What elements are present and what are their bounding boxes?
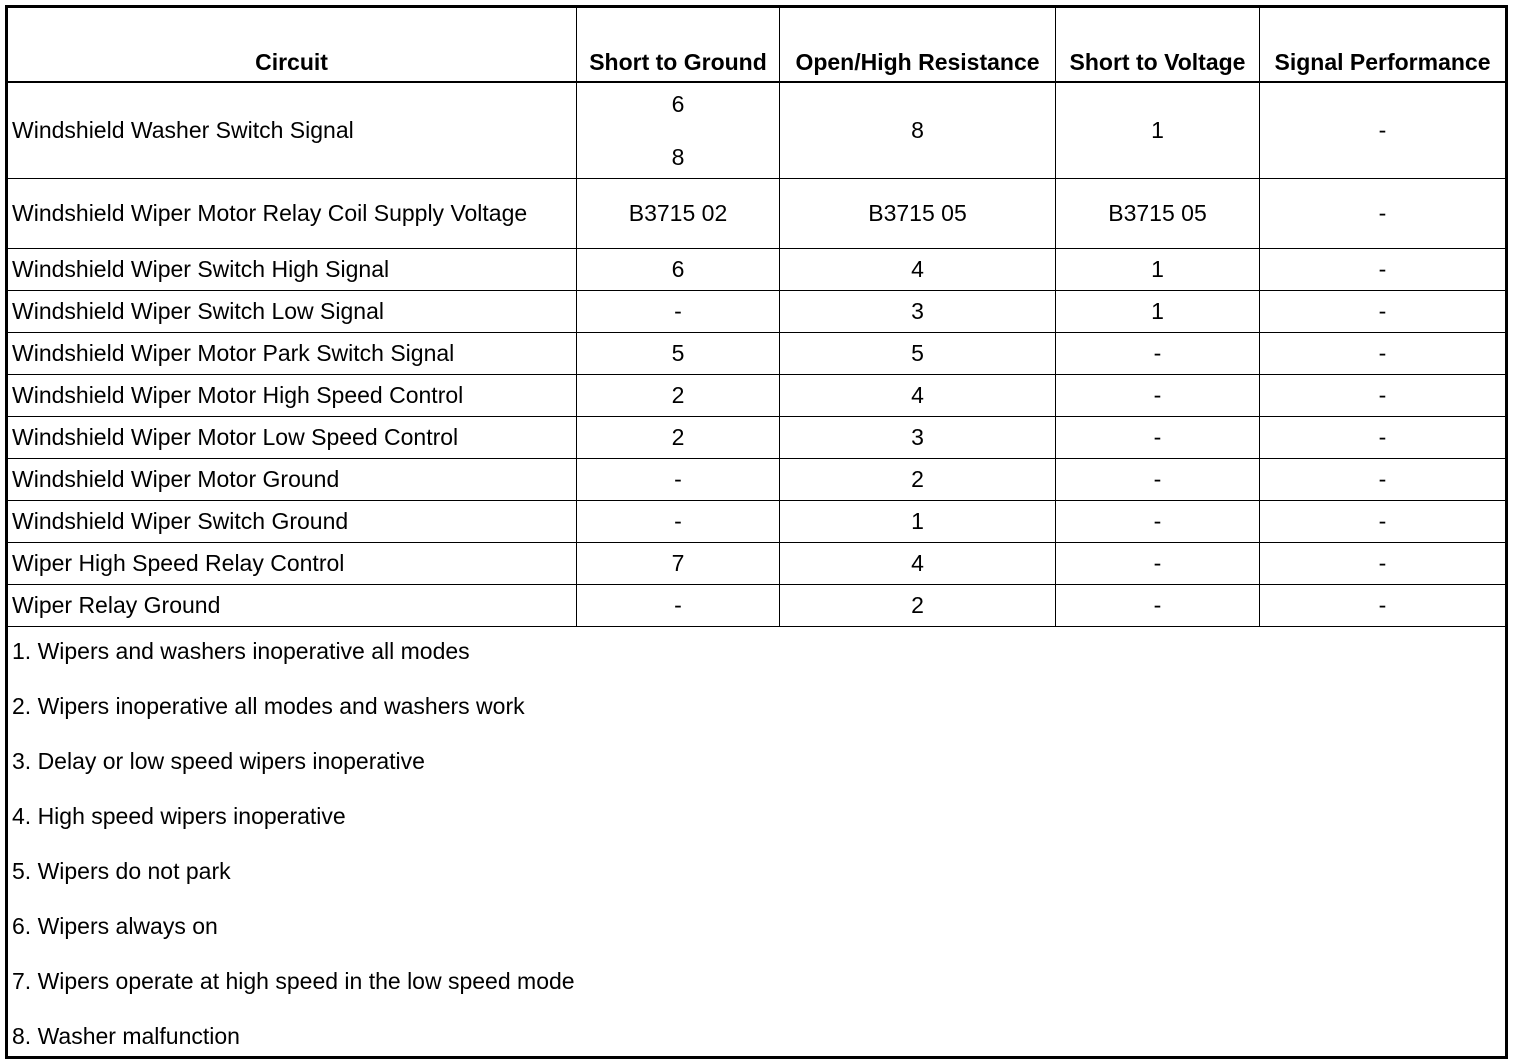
circuit-cell: Windshield Wiper Motor Relay Coil Supply Voltage: [7, 179, 577, 249]
circuit-cell: Windshield Washer Switch Signal: [7, 82, 577, 179]
signal-performance-cell: -: [1260, 249, 1506, 291]
table-row: [7, 543, 1506, 585]
table-row: [7, 417, 1506, 459]
circuit-cell: Windshield Wiper Motor Park Switch Signal: [7, 333, 577, 375]
short-to-ground-value: 6: [671, 90, 685, 117]
circuit-cell: Windshield Wiper Motor Low Speed Control: [7, 417, 577, 459]
open-high-resistance-cell: 4: [780, 375, 1056, 417]
table-row: [7, 291, 1506, 333]
short-to-voltage-cell: 1: [1056, 249, 1260, 291]
footnote: 4. High speed wipers inoperative: [12, 803, 346, 829]
short-to-voltage-cell: -: [1056, 417, 1260, 459]
open-high-resistance-cell: 5: [780, 333, 1056, 375]
footnote: 7. Wipers operate at high speed in the low speed mode: [12, 968, 575, 994]
table-row: [7, 179, 1506, 249]
table-row: [7, 82, 1506, 179]
short-to-voltage-cell: 1: [1056, 82, 1260, 179]
table-row: [7, 333, 1506, 375]
circuit-cell: Wiper Relay Ground: [7, 585, 577, 627]
signal-performance-cell: -: [1260, 501, 1506, 543]
short-to-ground-cell: -: [577, 291, 780, 333]
signal-performance-cell: -: [1260, 333, 1506, 375]
header-row: [7, 7, 1506, 83]
open-high-resistance-cell: 4: [780, 249, 1056, 291]
footnote: 3. Delay or low speed wipers inoperative: [12, 748, 425, 774]
circuit-cell: Wiper High Speed Relay Control: [7, 543, 577, 585]
header-short-to-ground: Short to Ground: [577, 7, 780, 83]
short-to-ground-value: 8: [671, 143, 685, 170]
signal-performance-cell: -: [1260, 82, 1506, 179]
short-to-ground-cell: 2: [577, 375, 780, 417]
short-to-voltage-cell: -: [1056, 585, 1260, 627]
open-high-resistance-cell: 3: [780, 291, 1056, 333]
signal-performance-cell: -: [1260, 375, 1506, 417]
signal-performance-cell: -: [1260, 417, 1506, 459]
open-high-resistance-cell: 1: [780, 501, 1056, 543]
header-short-to-voltage: Short to Voltage: [1056, 7, 1260, 83]
footnote: 5. Wipers do not park: [12, 858, 231, 884]
header-open-high-resistance: Open/High Resistance: [780, 7, 1056, 83]
footnote: 2. Wipers inoperative all modes and washers work: [12, 693, 525, 719]
short-to-ground-cell: -: [577, 501, 780, 543]
short-to-voltage-cell: -: [1056, 501, 1260, 543]
table-row: [7, 249, 1506, 291]
short-to-ground-cell: -: [577, 585, 780, 627]
open-high-resistance-cell: 2: [780, 585, 1056, 627]
open-high-resistance-cell: 4: [780, 543, 1056, 585]
circuit-cell: Windshield Wiper Switch High Signal: [7, 249, 577, 291]
open-high-resistance-cell: 3: [780, 417, 1056, 459]
short-to-ground-cell: 6: [577, 249, 780, 291]
table-row: [7, 459, 1506, 501]
header-signal-performance: Signal Performance: [1260, 7, 1506, 83]
short-to-voltage-cell: -: [1056, 459, 1260, 501]
table-row: [7, 585, 1506, 627]
signal-performance-cell: -: [1260, 291, 1506, 333]
signal-performance-cell: -: [1260, 459, 1506, 501]
short-to-voltage-cell: -: [1056, 543, 1260, 585]
short-to-ground-cell: 5: [577, 333, 780, 375]
footnote: 6. Wipers always on: [12, 913, 218, 939]
short-to-voltage-cell: -: [1056, 333, 1260, 375]
signal-performance-cell: -: [1260, 179, 1506, 249]
table-row: [7, 375, 1506, 417]
short-to-ground-cell: B3715 02: [577, 179, 780, 249]
table-row: [7, 501, 1506, 543]
header-circuit: Circuit: [7, 7, 577, 83]
short-to-voltage-cell: 1: [1056, 291, 1260, 333]
short-to-ground-cell: 2: [577, 417, 780, 459]
circuit-cell: Windshield Wiper Switch Ground: [7, 501, 577, 543]
circuit-cell: Windshield Wiper Motor High Speed Control: [7, 375, 577, 417]
open-high-resistance-cell: 8: [780, 82, 1056, 179]
open-high-resistance-cell: B3715 05: [780, 179, 1056, 249]
circuit-fault-table: [6, 6, 1506, 627]
short-to-ground-cell: -: [577, 459, 780, 501]
short-to-ground-cell: [577, 82, 780, 179]
short-to-ground-cell: 7: [577, 543, 780, 585]
signal-performance-cell: -: [1260, 543, 1506, 585]
circuit-cell: Windshield Wiper Motor Ground: [7, 459, 577, 501]
short-to-voltage-cell: -: [1056, 375, 1260, 417]
open-high-resistance-cell: 2: [780, 459, 1056, 501]
footnote: 8. Washer malfunction: [12, 1023, 240, 1049]
circuit-cell: Windshield Wiper Switch Low Signal: [7, 291, 577, 333]
short-to-voltage-cell: B3715 05: [1056, 179, 1260, 249]
footnote: 1. Wipers and washers inoperative all modes: [12, 638, 470, 664]
signal-performance-cell: -: [1260, 585, 1506, 627]
